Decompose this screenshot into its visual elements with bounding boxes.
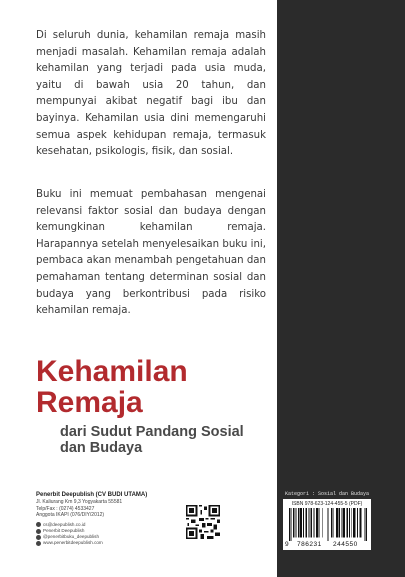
barcode-digits-right: 244550 [333, 541, 358, 548]
contact-website[interactable] [36, 540, 186, 546]
publisher-contacts [36, 522, 186, 547]
category-label: Kategori : Sosial dan Budaya [284, 491, 369, 497]
book-title-line-2: Remaja [36, 386, 143, 419]
isbn-barcode-box [283, 490, 371, 550]
email-icon [36, 522, 41, 527]
book-subtitle [60, 424, 244, 456]
instagram-icon [36, 535, 41, 540]
facebook-icon [36, 529, 41, 534]
publisher-address: Jl. Kaliurang Km 9,3 Yogyakarta 55581 [36, 499, 123, 505]
book-title [36, 356, 188, 418]
barcode-digits-left: 786231 [297, 541, 322, 548]
book-subtitle-line-2: dan Budaya [60, 440, 143, 456]
blurb-paragraph-2: Buku ini memuat pembahasan mengenai relevansi faktor sosial dan budaya dengan kemungkinan kehamilan remaja. Harapannya setelah menyelesaikan buku ini, pembaca akan menambah pengetahuan dan pemahaman tentang determinan sosial dan budaya yang berkontribusi pada risiko kehamilan remaja. [36, 189, 266, 317]
publisher-info [36, 491, 186, 547]
isbn-text: ISBN 978-623-124-455-5 (PDF) [291, 501, 363, 507]
publisher-name: Penerbit Deepublish (CV BUDI UTAMA) [36, 492, 148, 498]
contact-facebook-text: Penerbit Deepublish [43, 527, 85, 533]
contact-instagram-text: @penerbitbuku_deepublish [43, 534, 100, 540]
barcode-icon [289, 508, 367, 541]
globe-icon [36, 541, 41, 546]
contact-email-text: cs@deepublish.co.id [43, 521, 86, 527]
blurb-paragraph-1: Di seluruh dunia, kehamilan remaja masih menjadi masalah. Kehamilan remaja adalah kehamilan yang terjadi pada usia muda, yaitu di bawah usia 20 tahun, dan mempunyai akibat negatif bagi ibu dan bayinya. Kehamilan usia dini memengaruhi semua aspek kehidupan remaja, termasuk kesehatan, psikologis, fisik, dan sosial. [36, 30, 266, 158]
qr-code[interactable] [186, 505, 220, 539]
book-title-line-1: Kehamilan [36, 355, 188, 388]
barcode-digit-first: 9 [285, 541, 289, 548]
contact-website-text: www.penerbitdeepublish.com [43, 540, 103, 546]
publisher-membership: Anggota IKAPI (076/DIY/2012) [36, 512, 105, 519]
book-subtitle-line-1: dari Sudut Pandang Sosial [60, 424, 244, 440]
publisher-phone: Telp/Fax : (0274) 4533427 [36, 505, 95, 512]
